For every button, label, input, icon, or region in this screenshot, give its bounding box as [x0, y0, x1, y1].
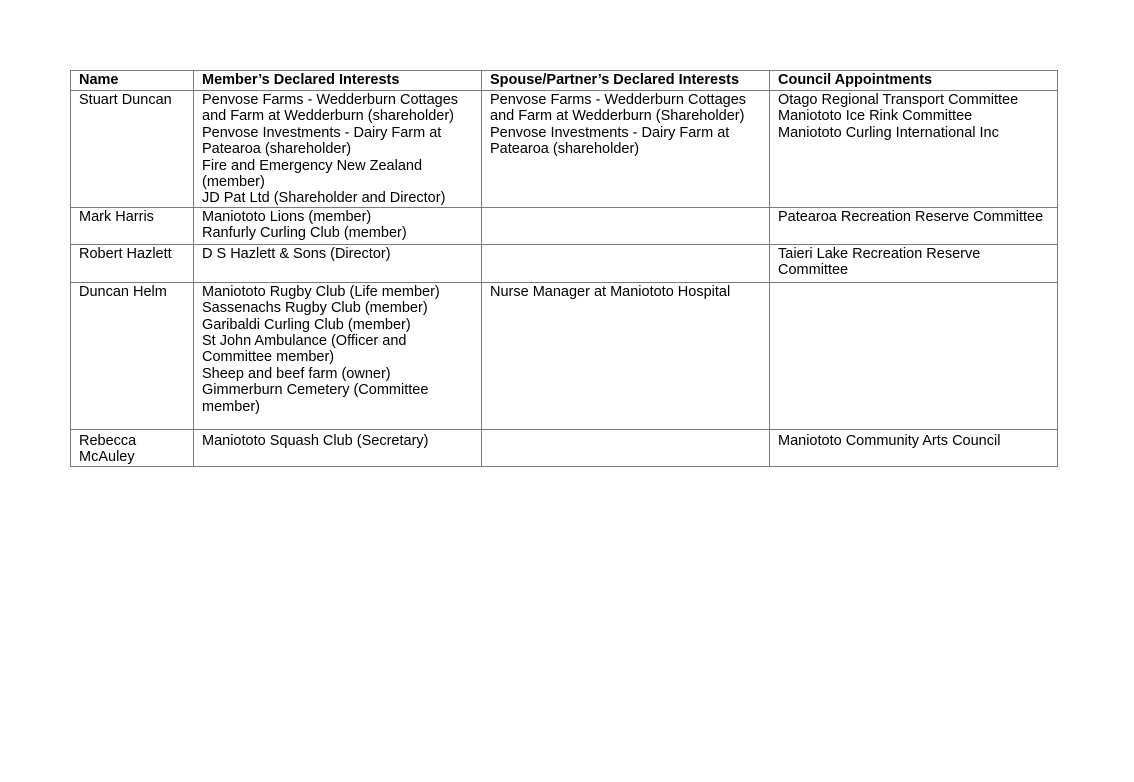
cell-line: Gimmerburn Cemetery (Committee [202, 382, 429, 399]
cell-line: Patearoa (shareholder) [490, 141, 640, 158]
declared-interests-table [70, 70, 1058, 467]
cell-member-interests [194, 207, 482, 244]
cell-name [71, 282, 194, 429]
cell-line: Committee [778, 262, 849, 279]
cell-council-appointments [770, 282, 1058, 429]
cell-line: JD Pat Ltd (Shareholder and Director) [202, 190, 446, 207]
cell-line: Maniototo Curling International Inc [778, 124, 999, 141]
cell-spouse-interests [482, 429, 770, 466]
cell-line: Fire and Emergency New Zealand [202, 157, 423, 174]
cell-line: and Farm at Wedderburn (Shareholder) [490, 108, 745, 125]
cell-line: Maniototo Squash Club (Secretary) [202, 432, 429, 449]
cell-line: Maniototo Community Arts Council [778, 432, 1001, 449]
cell-line: Maniototo Ice Rink Committee [778, 108, 973, 125]
cell-spouse-interests [482, 244, 770, 282]
cell-line: Duncan Helm [79, 283, 167, 300]
cell-line: Sheep and beef farm (owner) [202, 365, 391, 382]
cell-line: Maniototo Lions (member) [202, 208, 372, 225]
cell-line: Patearoa (shareholder) [202, 141, 352, 158]
cell-line: Ranfurly Curling Club (member) [202, 225, 407, 242]
cell-line: member) [202, 398, 261, 415]
cell-line: Penvose Investments - Dairy Farm at [202, 124, 442, 141]
table-row [71, 244, 1058, 282]
cell-line: D S Hazlett & Sons (Director) [202, 245, 391, 262]
cell-name [71, 91, 194, 208]
cell-council-appointments [770, 91, 1058, 208]
header-council-appointments: Council Appointments [770, 71, 1058, 91]
cell-line: Penvose Farms - Wedderburn Cottages [202, 92, 459, 108]
header-spouse-interests: Spouse/Partner’s Declared Interests [482, 71, 770, 91]
cell-line: Robert Hazlett [79, 245, 172, 262]
cell-name [71, 207, 194, 244]
cell-council-appointments [770, 244, 1058, 282]
header-name: Name [71, 71, 194, 91]
header-member-interests: Member’s Declared Interests [194, 71, 482, 91]
cell-line: Garibaldi Curling Club (member) [202, 316, 411, 333]
cell-line: Mark Harris [79, 208, 154, 225]
cell-spouse-interests [482, 282, 770, 429]
cell-line: Penvose Investments - Dairy Farm at [490, 124, 730, 141]
cell-line: Stuart Duncan [79, 92, 172, 108]
cell-line: Committee member) [202, 349, 335, 366]
table-row [71, 429, 1058, 466]
cell-line: St John Ambulance (Officer and [202, 333, 407, 350]
cell-member-interests [194, 282, 482, 429]
cell-line: Taieri Lake Recreation Reserve [778, 245, 981, 262]
cell-spouse-interests [482, 207, 770, 244]
cell-line: Otago Regional Transport Committee [778, 92, 1019, 108]
cell-line: and Farm at Wedderburn (shareholder) [202, 108, 454, 125]
cell-name [71, 429, 194, 466]
cell-line: Patearoa Recreation Reserve Committee [778, 208, 1044, 225]
cell-member-interests [194, 429, 482, 466]
cell-line: Rebecca [79, 432, 137, 449]
cell-line: Penvose Farms - Wedderburn Cottages [490, 92, 747, 108]
table-row [71, 91, 1058, 208]
cell-line: McAuley [79, 449, 135, 466]
cell-line: Maniototo Rugby Club (Life member) [202, 283, 440, 300]
table-header-row [71, 71, 1058, 91]
table-row [71, 282, 1058, 429]
cell-member-interests [194, 244, 482, 282]
cell-council-appointments [770, 429, 1058, 466]
cell-line: (member) [202, 174, 265, 191]
cell-spouse-interests [482, 91, 770, 208]
cell-member-interests [194, 91, 482, 208]
cell-name [71, 244, 194, 282]
cell-council-appointments [770, 207, 1058, 244]
cell-line: Nurse Manager at Maniototo Hospital [490, 283, 731, 300]
table-row [71, 207, 1058, 244]
cell-line: Sassenachs Rugby Club (member) [202, 300, 428, 317]
